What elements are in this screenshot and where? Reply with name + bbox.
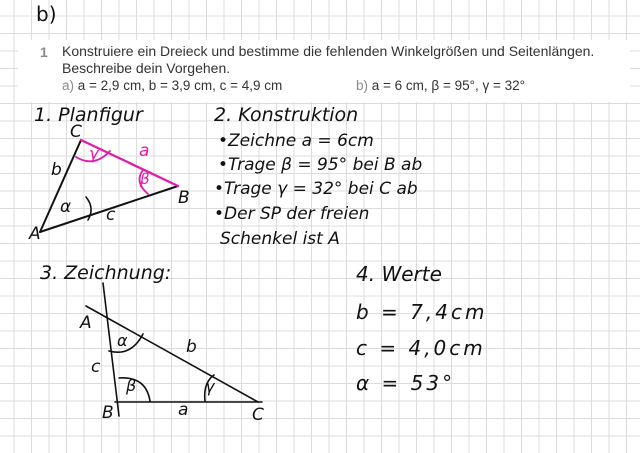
variant-b-text: a = 6 cm, β = 95°, γ = 32° bbox=[371, 78, 526, 93]
drawing-side-a-label: a bbox=[178, 400, 189, 420]
sketch-side-b bbox=[40, 140, 81, 232]
drawing-side-c-label: c bbox=[91, 357, 101, 377]
results-heading: 4. Werte bbox=[356, 262, 442, 286]
drawing-triangle bbox=[86, 283, 262, 416]
sketch-gamma-label: γ bbox=[89, 144, 99, 163]
sketch-side-a-label: a bbox=[139, 141, 150, 161]
drawing-vertex-b: B bbox=[102, 403, 114, 423]
task-number: 1 bbox=[40, 44, 48, 60]
sketch-side-b-label: b bbox=[51, 160, 62, 180]
drawing-gamma-label: γ bbox=[205, 377, 215, 396]
sketch-heading: 1. Planfigur bbox=[34, 104, 143, 126]
variant-a-label: a) bbox=[62, 78, 75, 93]
sketch-alpha-label: α bbox=[60, 197, 72, 217]
drawing-alpha-label: α bbox=[117, 331, 128, 350]
sketch-vertex-a: A bbox=[29, 224, 41, 244]
part-label: b) bbox=[36, 2, 57, 26]
construction-heading: 2. Konstruktion bbox=[214, 104, 359, 126]
drawing-beta-label: β bbox=[126, 376, 137, 395]
drawing-heading: 3. Zeichnung: bbox=[40, 262, 172, 284]
drawing-vertex-a: A bbox=[80, 313, 92, 333]
sketch-vertex-c: C bbox=[70, 122, 82, 142]
task-line-2: Beschreibe dein Vorgehen. bbox=[62, 60, 231, 76]
construction-step-3: •Trage γ = 32° bei C ab bbox=[214, 179, 418, 199]
result-alpha: α = 53° bbox=[356, 371, 456, 395]
drawing-vertex-c: C bbox=[252, 405, 264, 425]
sketch-vertex-b: B bbox=[178, 188, 190, 208]
variant-a-text: a = 2,9 cm, b = 3,9 cm, c = 4,9 cm bbox=[77, 78, 283, 93]
result-b: b = 7,4cm bbox=[356, 300, 488, 324]
result-c: c = 4,0cm bbox=[356, 336, 486, 360]
sketch-side-c-label: c bbox=[106, 205, 116, 225]
drawing-side-b-label: b bbox=[186, 337, 197, 357]
sketch-beta-label: β bbox=[140, 170, 150, 188]
variant-b-label: b) bbox=[356, 78, 369, 93]
construction-step-4a: •Der SP der freien bbox=[214, 204, 370, 224]
task-line-1: Konstruiere ein Dreieck und bestimme die fehlenden Winkelgrößen und Seitenlängen. bbox=[62, 43, 595, 59]
construction-step-2: •Trage β = 95° bei B ab bbox=[218, 155, 423, 175]
construction-step-4b: Schenkel ist A bbox=[220, 229, 340, 249]
construction-step-1: •Zeichne a = 6cm bbox=[218, 131, 374, 151]
